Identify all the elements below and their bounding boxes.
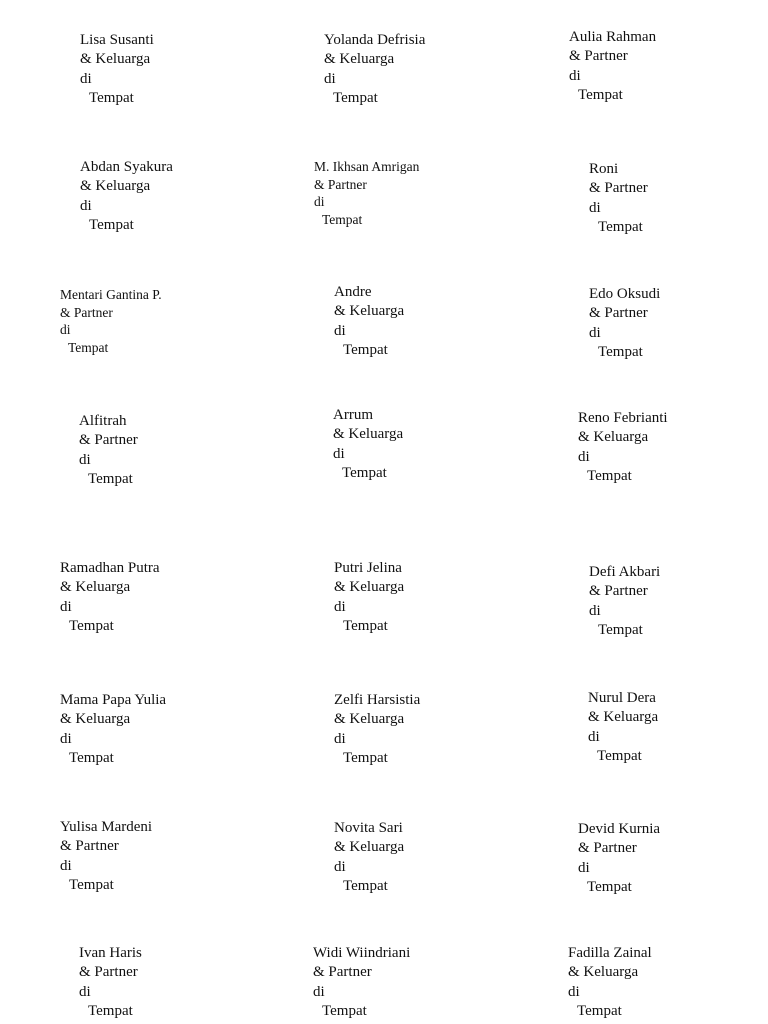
address-label [589,563,660,640]
recipient-companion: & Keluarga [334,839,405,856]
recipient-place: Tempat [89,216,134,233]
recipient-di: di [79,983,91,1000]
recipient-companion: & Keluarga [80,51,151,68]
recipient-place: Tempat [322,211,363,227]
recipient-place: Tempat [578,86,623,103]
recipient-place: Tempat [598,218,643,235]
recipient-place: Tempat [587,878,632,895]
recipient-di: di [578,859,590,876]
address-label [568,944,652,1021]
recipient-di: di [333,445,345,462]
recipient-companion: & Partner [569,48,628,65]
recipient-place: Tempat [577,1002,622,1019]
recipient-name: Aulia Rahman [569,29,657,45]
recipient-companion: & Keluarga [324,51,395,68]
recipient-di: di [60,857,72,874]
recipient-name: Lisa Susanti [80,32,154,48]
recipient-name: Mentari Gantina P. [60,287,162,302]
recipient-name: Nurul Dera [588,690,656,706]
address-label [569,28,656,105]
recipient-di: di [589,199,601,216]
recipient-companion: & Keluarga [334,579,405,596]
recipient-name: Roni [589,161,619,177]
recipient-place: Tempat [88,470,133,487]
recipient-place: Tempat [587,467,632,484]
recipient-place: Tempat [88,1002,133,1019]
recipient-name: Edo Oksudi [589,286,661,302]
recipient-di: di [569,67,581,84]
recipient-companion: & Partner [314,176,367,192]
recipient-name: Reno Febrianti [578,410,668,426]
address-label [60,818,152,895]
recipient-di: di [334,322,346,339]
recipient-di: di [80,70,92,87]
address-label [80,31,154,108]
recipient-name: Widi Wiindriani [313,945,411,961]
recipient-di: di [60,730,72,747]
address-label [588,689,658,766]
recipient-di: di [334,730,346,747]
recipient-companion: & Keluarga [60,711,131,728]
recipient-companion: & Keluarga [333,426,404,443]
address-label [314,158,419,228]
recipient-name: M. Ikhsan Amrigan [314,159,420,174]
recipient-di: di [80,197,92,214]
recipient-companion: & Partner [313,964,372,981]
recipient-name: Andre [334,284,372,300]
recipient-di: di [324,70,336,87]
address-label [334,559,404,636]
recipient-name: Ivan Haris [79,945,142,961]
address-label [79,412,138,489]
recipient-place: Tempat [342,464,387,481]
recipient-companion: & Keluarga [568,964,639,981]
address-label [60,691,166,768]
recipient-name: Putri Jelina [334,560,402,576]
address-label [589,285,660,362]
address-label [60,286,162,356]
address-label [334,283,404,360]
recipient-name: Devid Kurnia [578,821,661,837]
recipient-di: di [334,598,346,615]
address-label [313,944,410,1021]
address-label [334,691,420,768]
address-label [324,31,425,108]
recipient-place: Tempat [333,89,378,106]
recipient-name: Novita Sari [334,820,403,836]
recipient-name: Ramadhan Putra [60,560,160,576]
address-label [79,944,142,1021]
recipient-di: di [588,728,600,745]
recipient-companion: & Partner [578,840,637,857]
recipient-companion: & Partner [589,583,648,600]
recipient-place: Tempat [343,341,388,358]
recipient-name: Yulisa Mardeni [60,819,153,835]
address-label [60,559,160,636]
address-label [334,819,404,896]
recipient-place: Tempat [343,877,388,894]
recipient-place: Tempat [598,621,643,638]
recipient-name: Yolanda Defrisia [324,32,426,48]
recipient-name: Abdan Syakura [80,159,173,175]
recipient-name: Defi Akbari [589,564,661,580]
recipient-companion: & Partner [60,304,113,320]
recipient-place: Tempat [322,1002,367,1019]
recipient-di: di [314,194,325,209]
recipient-companion: & Partner [60,838,119,855]
recipient-place: Tempat [68,339,109,355]
recipient-companion: & Partner [589,180,648,197]
recipient-name: Mama Papa Yulia [60,692,167,708]
recipient-companion: & Keluarga [334,711,405,728]
recipient-companion: & Keluarga [60,579,131,596]
recipient-di: di [568,983,580,1000]
recipient-place: Tempat [597,747,642,764]
recipient-di: di [60,598,72,615]
recipient-place: Tempat [69,617,114,634]
recipient-place: Tempat [89,89,134,106]
address-label [578,409,668,486]
address-label [333,406,403,483]
recipient-companion: & Partner [589,305,648,322]
recipient-di: di [578,448,590,465]
recipient-name: Fadilla Zainal [568,945,652,961]
recipient-companion: & Partner [79,964,138,981]
recipient-place: Tempat [343,749,388,766]
recipient-companion: & Keluarga [334,303,405,320]
recipient-di: di [589,324,601,341]
recipient-name: Zelfi Harsistia [334,692,421,708]
recipient-place: Tempat [343,617,388,634]
address-label [80,158,173,235]
recipient-place: Tempat [598,343,643,360]
recipient-companion: & Keluarga [80,178,151,195]
recipient-companion: & Keluarga [588,709,659,726]
recipient-di: di [60,322,71,337]
address-label [589,160,648,237]
recipient-di: di [313,983,325,1000]
recipient-place: Tempat [69,876,114,893]
address-label [578,820,660,897]
recipient-name: Alfitrah [79,413,127,429]
recipient-name: Arrum [333,407,373,423]
recipient-place: Tempat [69,749,114,766]
recipient-companion: & Partner [79,432,138,449]
recipient-di: di [334,858,346,875]
recipient-di: di [589,602,601,619]
recipient-companion: & Keluarga [578,429,649,446]
recipient-di: di [79,451,91,468]
